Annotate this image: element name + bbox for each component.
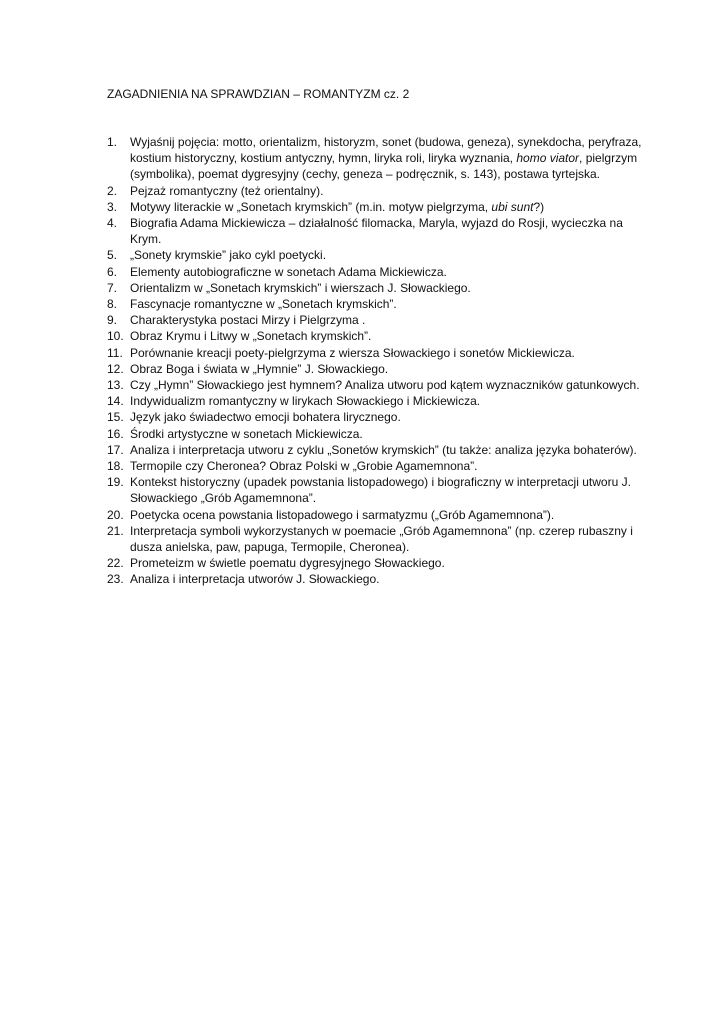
list-item-text [130, 216, 623, 246]
list-item [107, 264, 642, 280]
list-item-text [130, 281, 471, 295]
list-item-number: 5. [107, 248, 118, 263]
list-item [107, 426, 642, 442]
list-item-number: 16. [107, 426, 124, 441]
list-item [107, 296, 642, 312]
list-item-text [130, 508, 554, 522]
list-item [107, 280, 642, 296]
list-item-number: 11. [107, 345, 123, 360]
list-item-number: 18. [107, 459, 124, 474]
list-item [107, 215, 642, 247]
list-item-text [130, 135, 641, 181]
text-segment: Język jako świadectwo emocji bohatera lirycznego. [130, 410, 401, 425]
list-item-number: 8. [107, 297, 118, 312]
list-item [107, 458, 642, 474]
list-item-number: 3. [107, 199, 118, 214]
list-item-text [130, 443, 637, 457]
list-item-text [130, 297, 397, 311]
list-item [107, 134, 642, 183]
text-segment: „Sonety krymskie” jako cykl poetycki. [130, 248, 327, 263]
topic-list [107, 134, 642, 588]
text-segment: Czy „Hymn” Słowackiego jest hymnem? Analiza utworu pod kątem wyznaczników gatunkowych. [130, 378, 640, 393]
text-segment: Obraz Krymu i Litwy w „Sonetach krymskich”. [130, 329, 372, 344]
list-item [107, 409, 642, 425]
list-item-number: 4. [107, 216, 118, 231]
list-item-text [130, 394, 480, 408]
list-item-text [130, 184, 323, 198]
text-segment: Porównanie kreacji poety-pielgrzyma z wiersza Słowackiego i sonetów Mickiewicza. [130, 345, 575, 360]
text-segment: Poetycka ocena powstania listopadowego i sarmatyzmu („Grób Agamemnona”). [130, 507, 555, 522]
list-item-text [130, 572, 379, 586]
text-segment: Analiza i interpretacja utworów J. Słowackiego. [130, 572, 380, 587]
list-item-number: 6. [107, 264, 118, 279]
list-item [107, 312, 642, 328]
text-segment: Pejzaż romantyczny (też orientalny). [130, 183, 324, 198]
text-segment: Termopile czy Cheronea? Obraz Polski w „Grobie Agamemnona”. [130, 459, 478, 474]
list-item [107, 523, 642, 555]
text-segment: Fascynacje romantyczne w „Sonetach krymskich”. [130, 297, 397, 312]
list-item-number: 23. [107, 572, 124, 587]
list-item-text [130, 346, 575, 360]
list-item-text [130, 427, 363, 441]
list-item-text [130, 265, 447, 279]
list-item [107, 328, 642, 344]
list-item-number: 17. [107, 442, 124, 457]
list-item-number: 13. [107, 378, 124, 393]
list-item-text [130, 248, 326, 262]
list-item-text [130, 313, 365, 327]
text-segment: ?) [533, 199, 545, 214]
document-title: ZAGADNIENIA NA SPRAWDZIAN – ROMANTYZM cz. 2 [107, 87, 410, 101]
list-item-text [130, 329, 371, 343]
list-item [107, 361, 642, 377]
text-segment: Wyjaśnij pojęcia: motto, orientalizm, historyzm, sonet (budowa, geneza), synekdocha, peryfraza, kostium historyczny, kostium antyczny, hymn, liryka roli, liryka wyznania, [130, 135, 642, 166]
list-item [107, 507, 642, 523]
list-item-text [130, 378, 640, 392]
list-item [107, 393, 642, 409]
italic-term: ubi sunt [491, 199, 534, 214]
list-item [107, 247, 642, 263]
list-item-text [130, 410, 401, 424]
list-item-text [130, 556, 445, 570]
list-item-number: 12. [107, 361, 124, 376]
list-item-number: 22. [107, 556, 124, 571]
list-item [107, 571, 642, 587]
list-item-number: 7. [107, 280, 118, 295]
text-segment: Charakterystyka postaci Mirzy i Pielgrzyma . [130, 313, 366, 328]
text-segment: Obraz Boga i świata w „Hymnie” J. Słowackiego. [130, 361, 389, 376]
text-segment: Indywidualizm romantyczny w lirykach Słowackiego i Mickiewicza. [130, 394, 481, 409]
text-segment: Biografia Adama Mickiewicza – działalność filomacka, Maryla, wyjazd do Rosji, wycieczka na Krym. [130, 216, 623, 247]
italic-term: homo viator [516, 151, 580, 166]
text-segment: Interpretacja symboli wykorzystanych w poemacie „Grób Agamemnona” (np. czerep rubaszny i dusza anielska, paw, papuga, Termopile, Cheronea). [130, 523, 633, 555]
list-item-number: 20. [107, 507, 124, 522]
list-item-number: 2. [107, 183, 118, 198]
list-item-text [130, 475, 631, 505]
list-item [107, 555, 642, 571]
text-segment: Motywy literackie w „Sonetach krymskich” (m.in. motyw pielgrzyma, [130, 199, 492, 214]
list-item [107, 442, 642, 458]
text-segment: Elementy autobiograficzne w sonetach Adama Mickiewicza. [130, 264, 447, 279]
list-item-text [130, 524, 633, 554]
list-item [107, 345, 642, 361]
text-segment: , pielgrzym (symbolika), poemat dygresyjny (cechy, geneza – podręcznik, s. 143), postawa tyrtejska. [130, 151, 638, 182]
text-segment: Kontekst historyczny (upadek powstania listopadowego) i biograficzny w interpretacji utworu J. Słowackiego „Grób Agamemnona”. [130, 475, 631, 506]
list-item-number: 1. [107, 135, 118, 149]
list-item-text [130, 362, 388, 376]
list-item [107, 377, 642, 393]
list-item [107, 183, 642, 199]
list-item-text [130, 459, 477, 473]
text-segment: Analiza i interpretacja utworu z cyklu „Sonetów krymskich” (tu także: analiza języka bohaterów). [130, 442, 637, 457]
list-item [107, 199, 642, 215]
list-item [107, 474, 642, 506]
list-item-number: 21. [107, 523, 124, 538]
list-item-number: 14. [107, 394, 124, 409]
list-item-text [130, 200, 544, 214]
list-item-number: 9. [107, 313, 118, 328]
text-segment: Orientalizm w „Sonetach krymskich” i wierszach J. Słowackiego. [130, 280, 471, 295]
list-item-number: 10. [107, 329, 124, 344]
list-item-number: 15. [107, 410, 124, 425]
text-segment: Prometeizm w świetle poematu dygresyjnego Słowackiego. [130, 556, 445, 571]
list-item-number: 19. [107, 475, 124, 490]
text-segment: Środki artystyczne w sonetach Mickiewicza. [130, 426, 363, 441]
